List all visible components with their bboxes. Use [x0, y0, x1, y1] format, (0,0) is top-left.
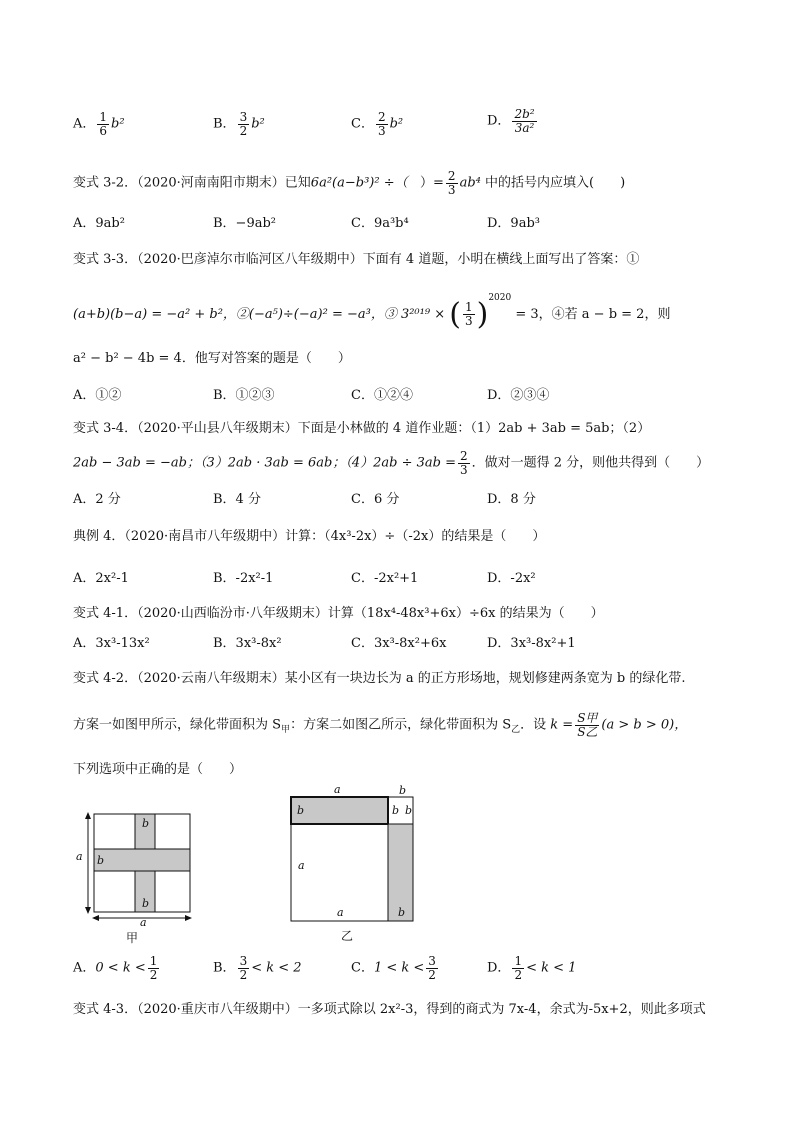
q34-option-c: C．6 分	[351, 492, 400, 507]
figure-yi	[285, 783, 425, 943]
q33-option-c: C．①②④	[351, 388, 413, 403]
q42-line3: 下列选项中正确的是（ ）	[73, 762, 243, 777]
yi-label-b-left: b	[297, 804, 305, 817]
q41-option-b: B．3x³-8x²	[213, 636, 282, 651]
ex4-option-b: B．-2x²-1	[213, 571, 274, 586]
q31-option-b: B． $\frac{3}{2}$ b²	[213, 110, 265, 138]
q33-option-a: A．①②	[73, 388, 122, 403]
jia-caption: 甲	[126, 931, 139, 945]
q31-option-a: A． $\frac{1}{6}$ b²	[73, 110, 125, 138]
ex4-option-a: A．2x²-1	[73, 571, 129, 586]
jia-label-a-bottom: a	[140, 916, 147, 929]
q34-option-d: D．8 分	[487, 492, 536, 507]
q33-line1: 变式 3-3．（2020·巴彦淖尔市临河区八年级期中）下面有 4 道题，小明在横线上面写出了答案：①	[73, 252, 640, 267]
q41-option-d: D．3x³-8x²+1	[487, 636, 576, 651]
q33-option-b: B．①②③	[213, 388, 275, 403]
q42-option-c: C．1 < k < $\frac{3}{2}$	[351, 954, 436, 982]
q32-option-b: B．−9ab²	[213, 216, 277, 231]
ex4-stem: 典例 4．（2020·南昌市八年级期中）计算：（4x³-2x）÷（-2x）的结果是（ ）	[73, 529, 546, 544]
yi-label-b-mid1: b	[392, 804, 400, 817]
jia-arrow-up	[85, 812, 91, 819]
q42-option-b: B． $\frac{3}{2}$ < k < 2	[213, 954, 302, 982]
q32-stem: 变式 3-2．（2020·河南南阳市期末）已知6a²(a−b³)² ÷（ ）= $\frac{2}{3}$ ab⁴ 中的括号内应填入( )	[73, 169, 626, 197]
jia-horizontal-strip	[94, 849, 190, 871]
jia-label-a-side: a	[76, 850, 83, 863]
q32-option-a: A．9ab²	[73, 216, 125, 231]
q41-option-c: C．3x³-8x²+6x	[351, 636, 447, 651]
ex4-option-c: C．-2x²+1	[351, 571, 419, 586]
q33-line2: (a+b)(b−a) = −a² + b²，②(−a⁵)÷(−a)² = −a³，③ 3²⁰¹⁹ × ( $\frac{1}{3}$ )$^{2020}$ = 3，④若 a − b = 2，则	[73, 293, 671, 332]
jia-label-b-bottom: b	[142, 897, 150, 910]
jia-label-b-left: b	[97, 854, 105, 867]
yi-label-b-bottom: b	[398, 906, 406, 919]
figure-jia	[70, 808, 200, 948]
q34-line2: 2ab − 3ab = −ab；（3）2ab · 3ab = 6ab；（4）2ab ÷ 3ab = $\frac{2}{3}$ ．做对一题得 2 分，则他共得到（ ）	[73, 449, 710, 477]
q34-line1: 变式 3-4．（2020·平山县八年级期末）下面是小林做的 4 道作业题：（1）2ab + 3ab = 5ab；（2）	[73, 421, 651, 436]
yi-top-strip	[291, 797, 388, 824]
yi-label-a-left: a	[298, 859, 305, 872]
q42-line2: 方案一如图甲所示，绿化带面积为 $S_甲$：方案二如图乙所示，绿化带面积为 $S_乙$．设 k = $\frac{\text{S甲}}{\text{S乙}}$ (a > b > 0)，	[73, 711, 688, 739]
ex4-option-d: D．-2x²	[487, 571, 536, 586]
yi-caption: 乙	[341, 929, 354, 943]
yi-label-b-mid2: b	[405, 804, 413, 817]
q41-option-a: A．3x³-13x²	[73, 636, 150, 651]
q31-option-c: C． $\frac{2}{3}$ b²	[351, 110, 404, 138]
q31-option-d: D． $\frac{\text{2b²}}{\text{3a²}}$	[487, 107, 535, 135]
q43-stem: 变式 4-3．（2020·重庆市八年级期中）一多项式除以 2x²-3，得到的商式为 7x-4，余式为-5x+2，则此多项式	[73, 1002, 706, 1017]
q32-option-d: D．9ab³	[487, 216, 540, 231]
jia-arrow-down	[85, 907, 91, 914]
q33-line3: a² − b² − 4b = 4．他写对答案的题是（ ）	[73, 351, 351, 366]
yi-label-a-top: a	[334, 783, 341, 796]
q32-option-c: C．9a³b⁴	[351, 216, 409, 231]
q33-option-d: D．②③④	[487, 388, 550, 403]
q42-option-a: A．0 < k < $\frac{1}{2}$	[73, 954, 158, 982]
q42-line1: 变式 4-2．（2020·云南八年级期末）某小区有一块边长为 a 的正方形场地，规划修建两条宽为 b 的绿化带.	[73, 671, 686, 686]
yi-label-a-bottom: a	[337, 906, 344, 919]
q34-option-b: B．4 分	[213, 492, 261, 507]
yi-label-b-top: b	[399, 784, 407, 797]
q41-stem: 变式 4-1．（2020·山西临汾市·八年级期末）计算（18x⁴-48x³+6x）÷6x 的结果为（ ）	[73, 606, 604, 621]
jia-arrow-right	[185, 915, 192, 921]
q34-option-a: A．2 分	[73, 492, 121, 507]
jia-label-b-top: b	[142, 817, 150, 830]
q42-option-d: D． $\frac{1}{2}$ < k < 1	[487, 954, 577, 982]
jia-arrow-left	[92, 915, 99, 921]
